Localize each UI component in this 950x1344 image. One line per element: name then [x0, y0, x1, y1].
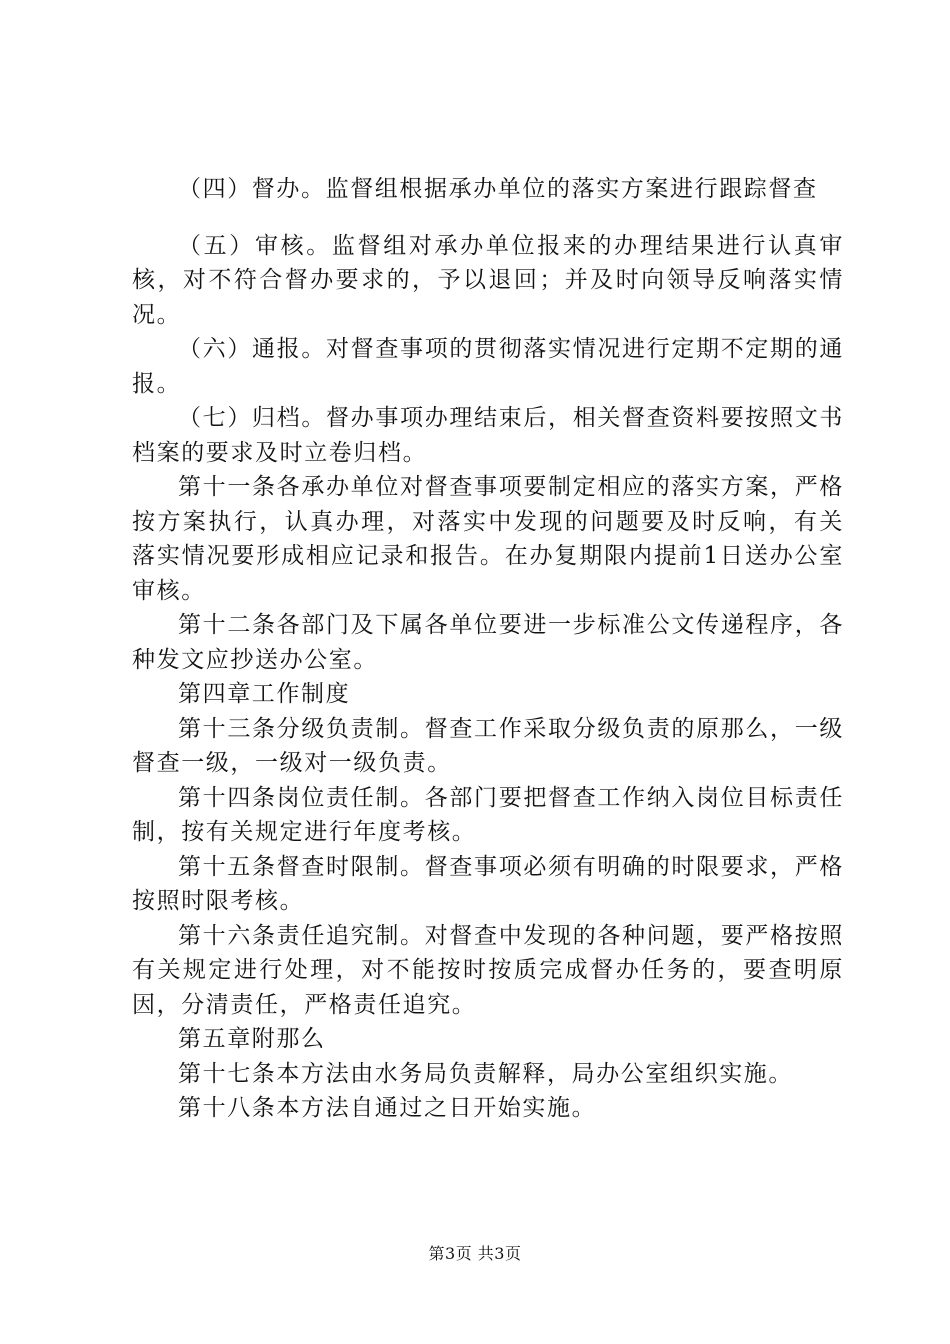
paragraph-article-18: 第十八条本方法自通过之日开始实施。: [178, 1095, 597, 1121]
paragraph-supervision: （四）督办。监督组根据承办单位的落实方案进行跟踪督查: [178, 176, 818, 202]
paragraph-article-11: 第十一条各承办单位对督查事项要制定相应的落实方案，严格按方案执行，认真办理，对落实中发现的问题要及时反响，有关落实情况要形成相应记录和报告。在办复期限内提前1日送办公室审核。: [132, 474, 844, 604]
paragraph-article-13: 第十三条分级负责制。督查工作采取分级负责的原那么，一级督查一级，一级对一级负责。: [132, 715, 844, 776]
paragraph-article-15: 第十五条督查时限制。督查事项必须有明确的时限要求，严格按照时限考核。: [132, 853, 844, 914]
chapter-heading-4: 第四章工作制度: [178, 681, 351, 707]
document-body: [132, 172, 844, 1126]
page-number-footer: 第3页 共3页: [428, 1244, 522, 1263]
paragraph-notification: （六）通报。对督查事项的贯彻落实情况进行定期不定期的通报。: [132, 336, 844, 397]
paragraph-article-14: 第十四条岗位责任制。各部门要把督查工作纳入岗位目标责任制，按有关规定进行年度考核。: [132, 784, 844, 845]
paragraph-article-16: 第十六条责任追究制。对督查中发现的各种问题，要严格按照有关规定进行处理，对不能按时按质完成督办任务的，要查明原因，分清责任，严格责任追究。: [132, 922, 844, 1018]
paragraph-review: （五）审核。监督组对承办单位报来的办理结果进行认真审核，对不符合督办要求的，予以退回；并及时向领导反响落实情况。: [132, 232, 844, 328]
paragraph-article-12: 第十二条各部门及下属各单位要进一步标准公文传递程序，各种发文应抄送办公室。: [132, 612, 844, 673]
paragraph-article-17: 第十七条本方法由水务局负责解释，局办公室组织实施。: [178, 1060, 793, 1087]
paragraph-archiving: （七）归档。督办事项办理结束后，相关督查资料要按照文书档案的要求及时立卷归档。: [132, 405, 844, 466]
chapter-heading-5: 第五章附那么: [178, 1026, 326, 1052]
